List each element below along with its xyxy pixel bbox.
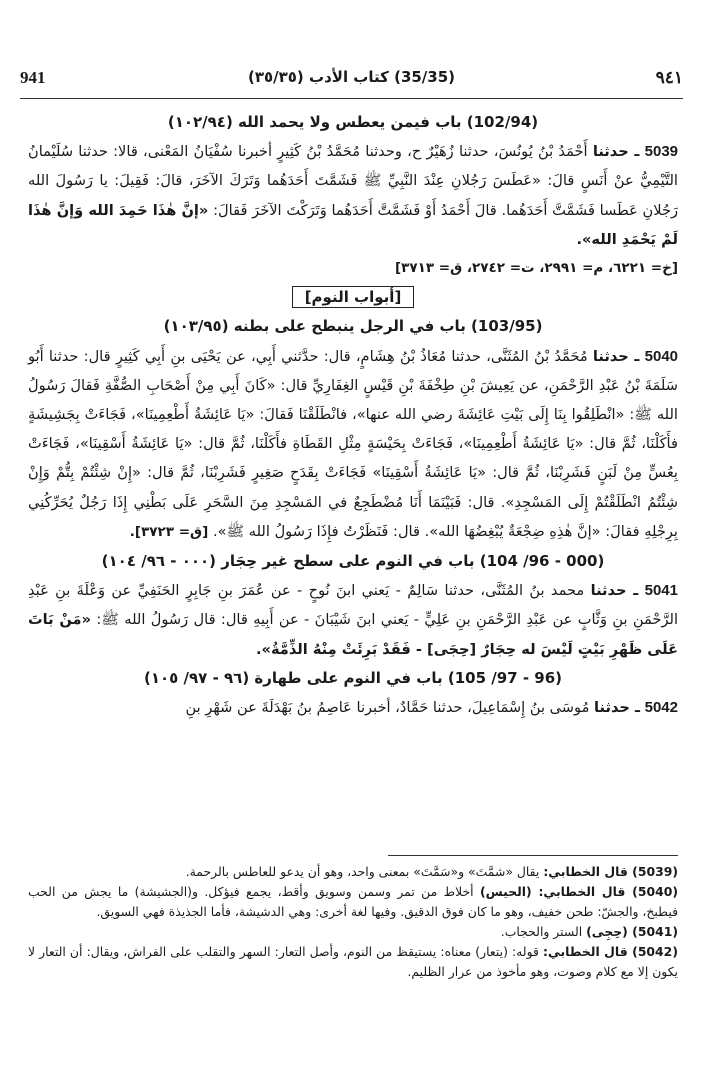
- footnote-5041: (5041) (حِجِى) الستر والحجاب.: [500, 924, 678, 939]
- hadith-5039-references: [خ= ٦٢٢١، م= ٢٩٩١، ت= ٢٧٤٢، ق= ٣٧١٣]: [394, 260, 678, 277]
- hadith-intro: ـ حدثنا: [590, 582, 639, 600]
- hadith-text: مُوسَى بنُ إِسْمَاعِيلَ، حدثنا حَمَّادٌ، أخبرنا عَاصِمُ بنُ بَهْدَلَةَ عن شَهْرِ بنِ: [185, 699, 590, 717]
- footnote-separator: [388, 855, 678, 856]
- chapter-title-96: (000 - 96/ 104) باب في النوم على سطح غير حِجَار (٠٠٠ - ٩٦/ ١٠٤): [101, 552, 605, 571]
- hadith-text: محمد بنُ المُثَنَّى، حدثنا سَالِمٌ - يَعني ابنَ نُوحٍ - عن عُمَرَ بنِ جَابِرٍ الحَنَفِيِّ عن وَعْلَةَ بنِ عَبْدِ الرَّحْمَنِ بنِ وَثَّابٍ عن عَبْدِ الرَّحْمَنِ بنِ عَلِيٍّ - يَعني ابنَ شَيْبَانَ - عن أَبِيهِ قال: قال رَسُولُ الله ﷺ:: [28, 582, 679, 629]
- hadith-matn: «إنَّ هٰذَا حَمِدَ الله وَإنَّ هٰذَا لَمْ يَحْمَدِ الله».: [28, 201, 678, 248]
- hadith-5040: [28, 342, 678, 547]
- hadith-number: 5042: [644, 699, 678, 717]
- chapter-title-95: (103/95) باب في الرجل ينبطح على بطنه (١٠٣/٩٥): [163, 317, 543, 336]
- hadith-5040-references: [ق= ٣٧٢٣].: [129, 523, 209, 540]
- chapter-title-94: (102/94) باب فيمن يعطس ولا يحمد الله (١٠٢/٩٤): [167, 113, 539, 131]
- footnotes: [28, 862, 678, 982]
- header-rule: [20, 98, 683, 99]
- hadith-intro: ـ حدثنا: [594, 699, 640, 717]
- footnote-5039: (5039) قال الخطابي: يقال «شمَّتَ» و«سَمَّتَ» بمعنى واحد، وهو أن يدعو للعاطس بالرحمة.: [185, 864, 678, 879]
- hadith-5041: [28, 576, 678, 664]
- hadith-text: مُحَمَّدُ بْنُ المُثَنَّى، حدثنا مُعَاذُ بْنُ هِشَامٍ، قال: حدَّثني أَبِي، عن يَحْيَى بنِ أَبِي كَثِيرٍ قال: حدثنا أَبُو سَلَمَةَ بْنُ عَبْدِ الرَّحْمَنِ، عن يَعِيشَ بْنِ طِخْفَةَ بْنِ قَيْسٍ الغِفَارِيِّ قال: «كَانَ أَبِي مِنْ أَصْحَابِ الصُّفَّةِ فَقالَ رَسُولُ الله ﷺ: «انْطَلِقُوا بِنَا إِلَى بَيْتِ عَائِشَةَ رضي الله عنها»، فانْطَلَقْنَا فَقالَ: «يَا عَائِشَةُ أَطْعِمِينَا»، فَجَاءَتْ بِجَشِيشَةٍ فأَكَلْنَا، ثُمَّ قال: «يَا عَائِشَةُ أَطْعِمِينَا»، فَجَاءَتْ بِحَيْسَةٍ مِثْلِ القَطَاةِ فأَكَلْنَا، ثُمَّ قال: «يَا عَائِشَةُ أَسْقِينَا»، فَجَاءَتْ بِعُسٍّ مِنْ لَبَنٍ فَشَرِبْنَا، ثُمَّ قال: «يَا عَائِشَةُ أَسْقِينَا» فَجَاءَتْ بِقَدَحٍ صَغِيرٍ فَشَرِبْنَا، ثُمَّ قال: «إِنْ شِئْتُمْ بِتُّمْ وَإِنْ شِئْتُمُ انْطَلَقْتُمْ إِلَى المَسْجِدِ». قال: فَبَيْنَمَا أَنَا مُضْطَجِعٌ في المَسْجِدِ مِنَ السَّحَرِ عَلَى بَطْنِي إِذَا رَجُلٌ يُحَرِّكُنِي بِرِجْلِهِ فقالَ: «إنَّ هٰذِهِ ضِجْعَةٌ يُبْغِضُهَا الله». قال: فَنَظَرْتُ فإِذَا رَسُولُ الله ﷺ».: [28, 347, 678, 540]
- footnote-5042: (5042) قال الخطابي: قوله: (يتعار) معناه: يستيقظ من النوم، وأصل التعار: السهر والتقلب على الفراش، ويقال: أن التعار لا يكون إلا مع كلام وصوت، وهو مأخوذ من عرار الظليم.: [28, 944, 678, 979]
- page-number-arabic: ٩٤١: [655, 68, 683, 87]
- section-title: [أبواب النوم]: [28, 283, 678, 312]
- page-header: [20, 68, 683, 96]
- hadith-number: 5041: [644, 582, 678, 600]
- running-title: (35/35) كتاب الأدب (٣٥/٣٥): [247, 68, 456, 86]
- hadith-intro: ـ حدثنا: [592, 347, 640, 365]
- page-number-latin: 941: [20, 68, 46, 87]
- hadith-text: أَحْمَدُ بْنُ يُونُسَ، حدثنا زُهَيْرٌ ح، وحدثنا مُحَمَّدُ بْنُ كَثِيرٍ أخبرنا سُفْيَانُ المَعْنى، قالا: حدثنا سُلَيْمانُ التَّيْمِيُّ عنْ أَنَسٍ قالَ: «عَطَسَ رَجُلانِ عِنْدَ النَّبِيِّ ﷺ فَشَمَّتَ أَحَدَهُما وَتَرَكَ الآخَرَ، قالَ: فَقِيلَ: يا رَسُولَ الله رَجُلانِ عَطَسا فَشَمَّتَّ أَحَدَهُما. قالَ أَحْمَدُ أَوْ فَشَمَّتَّ أَحَدَهُما وَتَرَكْتَ الآخَرَ فَقالَ:: [28, 143, 679, 219]
- hadith-number: 5040: [644, 347, 679, 365]
- main-text: [28, 108, 678, 722]
- hadith-number: 5039: [644, 143, 679, 161]
- chapter-title-97: (96 - 97/ 105) باب في النوم على طهارة (٩٦ - ٩٧/ ١٠٥): [144, 668, 562, 687]
- hadith-5042: [28, 693, 678, 722]
- hadith-intro: ـ حدثنا: [592, 143, 640, 161]
- hadith-5039: [28, 137, 678, 254]
- footnote-5040: (5040) قال الخطابي: (الحيس) أخلاط من تمر وسمن وسويق وأقط، يجمع فيؤكل. و(الجشيشة) ما يجش من الحب فيطبخ، والجشّ: طحن خفيف، وهو ما كان فوق الدقيق. وفيها لغة أخرى: وهي الدشيشة، فأما الجذيذة فهي السويق.: [28, 884, 679, 919]
- hadith-matn: «مَنْ بَاتَ عَلَى ظَهْرِ بَيْتٍ لَيْسَ له حِجَارٌ [حِجَى] - فَقَدْ بَرِئَتْ مِنْهُ الذِّمَّةُ».: [28, 611, 678, 658]
